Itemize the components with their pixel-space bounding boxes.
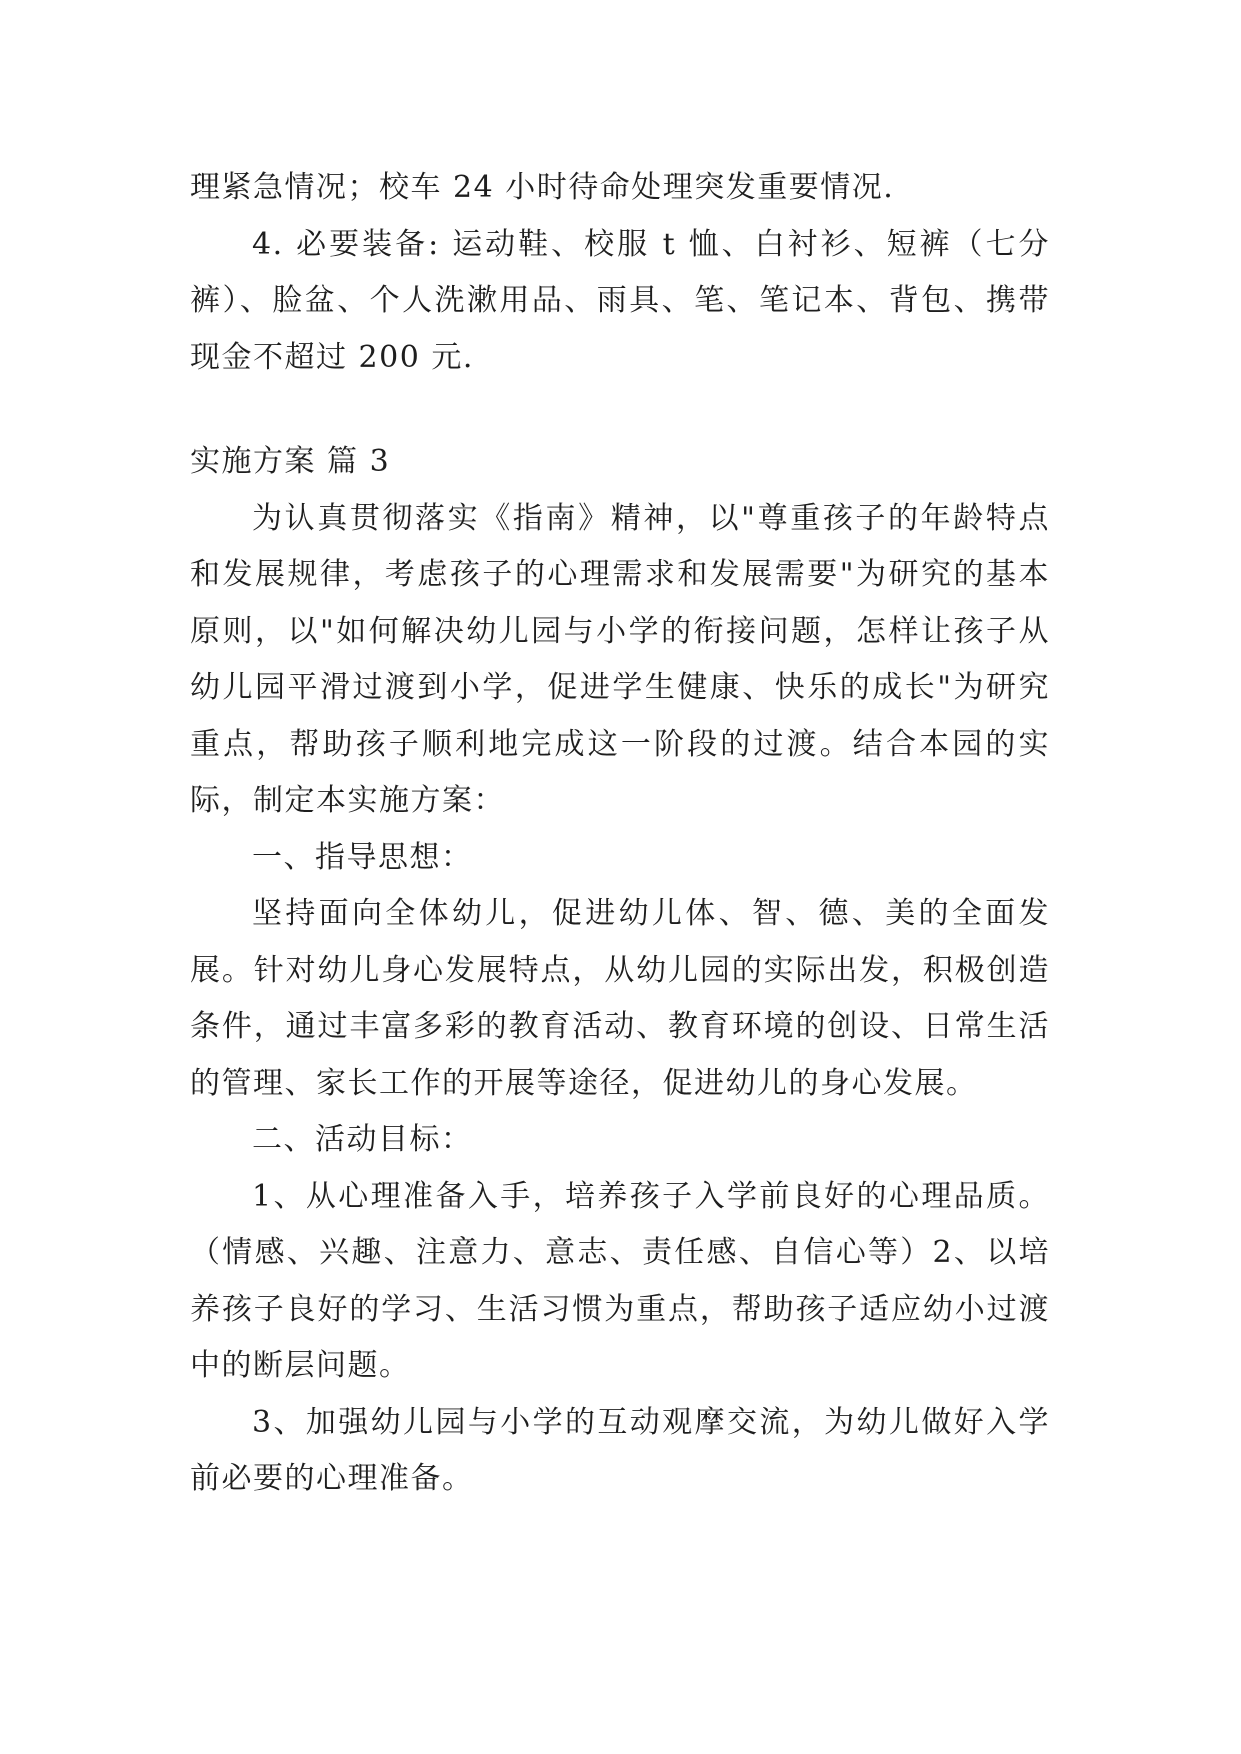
subheading-guiding-ideology: 一、指导思想： [252, 839, 473, 875]
subheading-activity-goals: 二、活动目标： [252, 1122, 473, 1157]
paragraph-equipment: 4. 必要装备: 运动鞋、校服 t 恤、白衬衫、短裤（七分裤）、脸盆、个人洗漱用品、雨具、笔、笔记本、背包、携带现金不超过 200 元. [190, 226, 1050, 375]
section-heading: 实施方案 篇 3 [190, 444, 391, 479]
paragraph-goals-1-2: 1、从心理准备入手，培养孩子入学前良好的心理品质。（情感、兴趣、注意力、意志、责任感、自信心等）2、以培养孩子良好的学习、生活习惯为重点，帮助孩子适应幼小过渡中的断层问题。 [190, 1178, 1050, 1383]
paragraph-guiding-ideology: 坚持面向全体幼儿，促进幼儿体、智、德、美的全面发展。针对幼儿身心发展特点，从幼儿园的实际出发，积极创造条件，通过丰富多彩的教育活动、教育环境的创设、日常生活的管理、家长工作的开展等途径，促进幼儿的身心发展。 [190, 896, 1050, 1101]
paragraph-continuation: 理紧急情况；校车 24 小时待命处理突发重要情况. [190, 170, 895, 205]
document-body [190, 160, 1050, 1508]
paragraph-intro: 为认真贯彻落实《指南》精神，以"尊重孩子的年龄特点和发展规律，考虑孩子的心理需求和发展需要"为研究的基本原则，以"如何解决幼儿园与小学的衔接问题，怎样让孩子从幼儿园平滑过渡到小学，促进学生健康、快乐的成长"为研究重点，帮助孩子顺利地完成这一阶段的过渡。结合本园的实际，制定本实施方案： [190, 500, 1050, 818]
paragraph-goal-3: 3、加强幼儿园与小学的互动观摩交流，为幼儿做好入学前必要的心理准备。 [190, 1404, 1050, 1496]
